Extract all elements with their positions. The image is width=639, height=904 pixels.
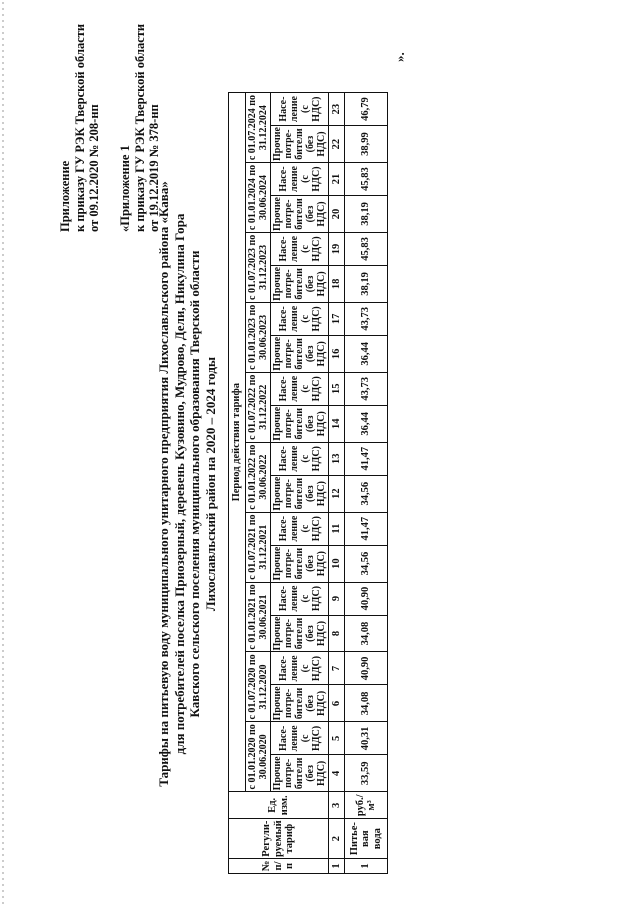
period-header: с 01.01.2024 по 30.06.2024 xyxy=(246,163,271,233)
column-number: 13 xyxy=(329,442,345,475)
appendix-original-line1: «Приложение 1 xyxy=(118,145,132,232)
subheader-other-consumers: Прочие потре-бители (без НДС) xyxy=(272,266,327,301)
column-number: 23 xyxy=(329,93,345,126)
period-header: с 01.07.2023 по 31.12.2023 xyxy=(246,232,271,302)
subheader-other-consumers: Прочие потре-бители (без НДС) xyxy=(272,336,327,371)
title-line2: для потребителей поселка Приозерный, деревень Кузовино, Мудрово, Дели, Никулина Гора xyxy=(171,213,187,755)
period-header: с 01.07.2022 по 31.12.2022 xyxy=(246,372,271,442)
column-number: 20 xyxy=(329,196,345,233)
period-header: с 01.07.2020 по 31.12.2020 xyxy=(246,652,271,722)
subheader-other-consumers: Прочие потре-бители (без НДС) xyxy=(272,686,327,721)
tariff-value-cell: 45,83 xyxy=(345,232,388,265)
column-number: 7 xyxy=(329,652,345,685)
tariff-value-cell: 38,19 xyxy=(345,196,388,233)
table-row xyxy=(345,93,388,874)
closing-quote: ». xyxy=(392,52,407,62)
subheader-population: Насе-ление (с НДС) xyxy=(271,652,329,685)
tariff-value-cell: 38,19 xyxy=(345,265,388,302)
subheader-other-consumers: Прочие потре-бители (без НДС) xyxy=(272,127,327,162)
subheader-population: Насе-ление (с НДС) xyxy=(271,232,329,265)
tariff-value-cell: 36,44 xyxy=(345,405,388,442)
appendix-original xyxy=(118,24,162,232)
column-number: 22 xyxy=(329,126,345,163)
subheader-population: Насе-ление (с НДС) xyxy=(271,302,329,335)
subheader-population: Насе-ление (с НДС) xyxy=(271,442,329,475)
tariff-value-cell: 43,73 xyxy=(345,372,388,405)
document-title xyxy=(156,94,218,874)
subheader-other-consumers: Прочие потре-бители (без НДС) xyxy=(272,197,327,231)
period-header: с 01.01.2022 по 30.06.2022 xyxy=(246,442,271,512)
tariff-value-cell: 38,99 xyxy=(345,126,388,163)
column-number: 19 xyxy=(329,232,345,265)
appendix-current-line2: к приказу ГУ РЭК Тверской области xyxy=(72,23,87,232)
column-number: 18 xyxy=(329,265,345,302)
subheader-population: Насе-ление (с НДС) xyxy=(271,582,329,615)
column-number: 14 xyxy=(329,405,345,442)
tariff-value-cell: 33,59 xyxy=(345,755,388,792)
subheader-other-consumers: Прочие потре-бители (без НДС) xyxy=(272,546,327,581)
header-no: № п/п xyxy=(229,859,329,874)
header-tariff: Регули-руемый тариф xyxy=(229,819,329,859)
title-line4: Лихославльский район на 2020 – 2024 годы xyxy=(202,356,218,612)
tariff-value-cell: 40,31 xyxy=(345,722,388,755)
tariff-value-cell: 34,56 xyxy=(345,545,388,582)
column-number: 10 xyxy=(329,545,345,582)
tariff-value-cell: 46,79 xyxy=(345,93,388,126)
appendix-original-line3: от 19.12.2019 № 378-нп xyxy=(147,104,161,232)
title-line1: Тарифы на питьевую воду муниципального унитарного предприятия Лихославльского района «Кава» xyxy=(156,181,171,787)
subheader-other-consumers: Прочие потре-бители (без НДС) xyxy=(272,406,327,441)
appendix-current xyxy=(58,24,102,232)
column-number: 16 xyxy=(329,335,345,372)
subheader-population: Насе-ление (с НДС) xyxy=(271,722,329,755)
tariff-value-cell: 43,73 xyxy=(345,302,388,335)
row-no: 1 xyxy=(345,859,388,874)
subheader-other-consumers: Прочие потре-бители (без НДС) xyxy=(272,756,327,791)
tariff-value-cell: 40,90 xyxy=(345,652,388,685)
column-number: 5 xyxy=(329,722,345,755)
tariff-table xyxy=(228,92,388,874)
tariff-value-cell: 45,83 xyxy=(345,163,388,196)
column-number: 17 xyxy=(329,302,345,335)
scan-artifact xyxy=(2,0,4,904)
period-header: с 01.01.2021 по 30.06.2021 xyxy=(246,582,271,652)
appendix-current-line3: от 09.12.2020 № 208-нп xyxy=(87,104,101,232)
column-numbers-row xyxy=(329,93,345,874)
period-header: с 01.01.2020 по 30.06.2020 xyxy=(246,722,271,792)
tariff-value-cell: 41,47 xyxy=(345,442,388,475)
row-tariff-name: Питье-вая вода xyxy=(345,819,388,859)
tariff-value-cell: 36,44 xyxy=(345,335,388,372)
appendix-original-line2: к приказу ГУ РЭК Тверской области xyxy=(132,23,147,232)
subheader-population: Насе-ление (с НДС) xyxy=(271,93,329,126)
tariff-value-cell: 34,56 xyxy=(345,475,388,512)
tariff-value-cell: 40,90 xyxy=(345,582,388,615)
appendix-current-line1: Приложение xyxy=(58,160,72,232)
tariff-value-cell: 41,47 xyxy=(345,512,388,545)
period-header: с 01.07.2021 по 31.12.2021 xyxy=(246,512,271,582)
header-period: Период действия тарифа xyxy=(229,93,246,792)
column-number: 12 xyxy=(329,475,345,512)
subheads-row xyxy=(271,93,329,874)
row-unit: руб./м³ xyxy=(345,792,388,819)
column-number: 11 xyxy=(329,512,345,545)
column-number: 15 xyxy=(329,372,345,405)
column-number: 4 xyxy=(329,755,345,792)
subheader-other-consumers: Прочие потре-бители (без НДС) xyxy=(272,616,327,651)
subheader-population: Насе-ление (с НДС) xyxy=(271,372,329,405)
column-number: 6 xyxy=(329,685,345,722)
column-number: 21 xyxy=(329,163,345,196)
subheader-other-consumers: Прочие потре-бители (без НДС) xyxy=(272,476,327,511)
column-number: 9 xyxy=(329,582,345,615)
subheader-population: Насе-ление (с НДС) xyxy=(271,163,329,196)
column-number: 8 xyxy=(329,615,345,652)
column-number: 2 xyxy=(329,819,345,859)
period-header: с 01.07.2024 по 31.12.2024 xyxy=(246,93,271,163)
period-header: с 01.01.2023 по 30.06.2023 xyxy=(246,302,271,372)
title-line3: Кавского сельского поселения муниципального образования Тверской области xyxy=(187,250,202,718)
column-number: 3 xyxy=(329,792,345,819)
column-number: 1 xyxy=(329,859,345,874)
table-header-row xyxy=(229,93,246,874)
tariff-value-cell: 34,08 xyxy=(345,685,388,722)
periods-row xyxy=(246,93,271,874)
header-unit: Ед. изм. xyxy=(229,792,329,819)
tariff-value-cell: 34,08 xyxy=(345,615,388,652)
subheader-population: Насе-ление (с НДС) xyxy=(271,512,329,545)
